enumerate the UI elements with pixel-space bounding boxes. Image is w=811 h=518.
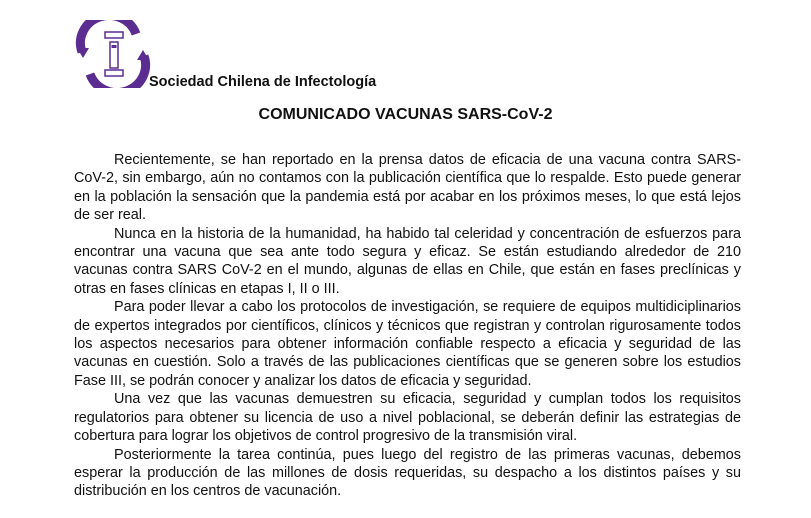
paragraph: Una vez que las vacunas demuestren su eficacia, seguridad y cumplan todos los requisitos regulatorios para obtener su licencia de uso a nivel poblacional, se deberán definir las estrategias de cobertura para lograr los objetivos de control progresivo de la transmisión viral. (74, 391, 741, 445)
sochinf-logo-icon (74, 20, 152, 88)
logo (74, 20, 152, 88)
paragraph: Posteriormente la tarea continúa, pues luego del registro de las primeras vacunas, debemos esperar la producción de las millones de dosis requeridas, su despacho a los distintos países y su distribución en los centros de vacunación. (74, 446, 741, 500)
org-name: Sociedad Chilena de Infectología (149, 74, 377, 90)
paragraph: Recientemente, se han reportado en la prensa datos de eficacia de una vacuna contra SARS-CoV-2, sin embargo, aún no contamos con la publicación científica que lo respalde. Esto puede generar en la población la sensación que la pandemia está por acabar en los próximos meses, lo que está lejos de ser real. (74, 152, 741, 224)
paragraph: Nunca en la historia de la humanidad, ha habido tal celeridad y concentración de esfuerzos para encontrar una vacuna que sea ante todo segura y eficaz. Se están estudiando alrededor de 210 vacunas contra SARS CoV-2 en el mundo, algunas de ellas en Chile, que están en fases preclínicas y otras en fases clínicas en etapas I, II o III. (74, 225, 741, 297)
document-title: COMUNICADO VACUNAS SARS-CoV-2 (258, 106, 553, 123)
paragraph: Para poder llevar a cabo los protocolos de investigación, se requiere de equipos multidiciplinarios de expertos integrados por científicos, clínicos y técnicos que registran y controlan rigurosamente todos los aspectos necesarios para obtener información confiable respecto a eficacia y seguridad de las vacunas en cuestión. Solo a través de las publicaciones científicas que se generen sobre los estudios Fase III, se podrán conocer y analizar los datos de eficacia y seguridad. (74, 299, 741, 389)
document-body (74, 151, 741, 501)
